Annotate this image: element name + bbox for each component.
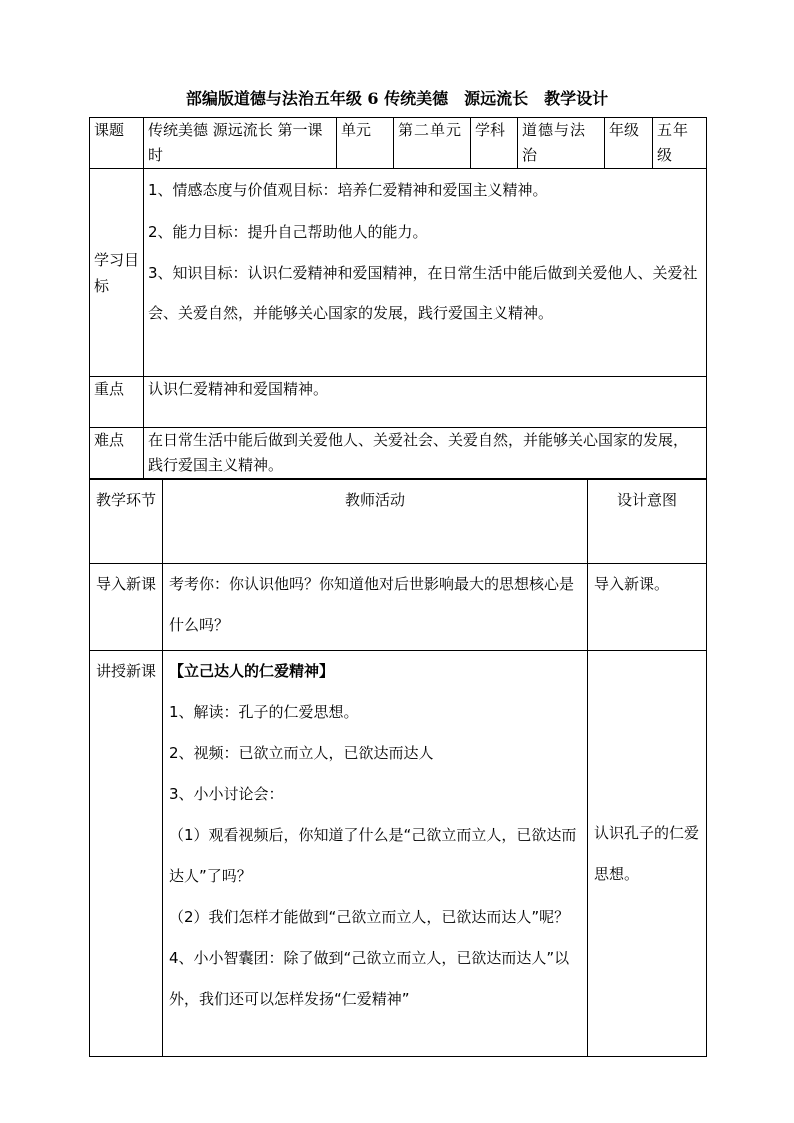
lesson-value: 传统美德 源远流长 第一课时 (144, 118, 337, 169)
goals-row (90, 169, 707, 377)
header-intent: 设计意图 (588, 480, 707, 564)
subject-label: 学科 (471, 118, 518, 169)
intro-activity: 考考你：你认识他吗？你知道他对后世影响最大的思想核心是什么吗？ (163, 564, 588, 651)
lesson-info-table (89, 117, 707, 479)
lecture-line: 4、小小智囊团：除了做到“己欲立而立人，已欲达而达人”以外，我们还可以怎样发扬“仁爱精神” (169, 949, 570, 1008)
document-title: 部编版道德与法治五年级 6 传统美德 源远流长 教学设计 (185, 89, 609, 108)
grade-label: 年级 (605, 118, 653, 169)
lecture-line: （2）我们怎样才能做到“己欲立而立人，已欲达而达人”呢？ (169, 908, 570, 926)
goal-item: 3、知识目标：认识仁爱精神和爱国精神，在日常生活中能后做到关爱他人、关爱社会、关爱自然，并能够关心国家的发展，践行爱国主义精神。 (148, 264, 698, 322)
lesson-header-row (90, 118, 707, 169)
lecture-stage: 讲授新课 (90, 651, 163, 1057)
goals-label: 学习目标 (90, 169, 144, 377)
lecture-line: （1）观看视频后，你知道了什么是“己欲立而立人，已欲达而达人”了吗？ (169, 826, 577, 885)
goal-item: 1、情感态度与价值观目标：培养仁爱精神和爱国主义精神。 (148, 181, 548, 199)
key-point-row (90, 377, 707, 428)
lecture-intent: 认识孔子的仁爱思想。 (588, 651, 707, 1057)
goal-item: 2、能力目标：提升自己帮助他人的能力。 (148, 223, 428, 241)
lecture-row (90, 651, 707, 1057)
lecture-line: 2、视频：已欲立而立人，已欲达而达人 (169, 744, 434, 762)
lecture-line: 1、解读：孔子的仁爱思想。 (169, 703, 359, 721)
lecture-line: 3、小小讨论会： (169, 785, 284, 803)
teaching-process-table (89, 479, 707, 1057)
subject-value: 道德与法治 (518, 118, 605, 169)
difficulty-label: 难点 (90, 428, 144, 479)
lesson-label: 课题 (90, 118, 144, 169)
header-activity: 教师活动 (163, 480, 588, 564)
intro-row (90, 564, 707, 651)
difficulty-value: 在日常生活中能后做到关爱他人、关爱社会、关爱自然，并能够关心国家的发展，践行爱国主义精神。 (144, 428, 707, 479)
intro-stage: 导入新课 (90, 564, 163, 651)
grade-value: 五年级 (653, 118, 707, 169)
intro-intent: 导入新课。 (588, 564, 707, 651)
unit-label: 单元 (337, 118, 394, 169)
process-header-row (90, 480, 707, 564)
key-point-label: 重点 (90, 377, 144, 428)
lecture-activity (163, 651, 588, 1057)
key-point-value: 认识仁爱精神和爱国精神。 (144, 377, 707, 428)
difficulty-row (90, 428, 707, 479)
unit-value: 第二单元 (394, 118, 471, 169)
goals-content (144, 169, 707, 377)
header-stage: 教学环节 (90, 480, 163, 564)
lecture-heading: 【立己达人的仁爱精神】 (169, 662, 335, 680)
